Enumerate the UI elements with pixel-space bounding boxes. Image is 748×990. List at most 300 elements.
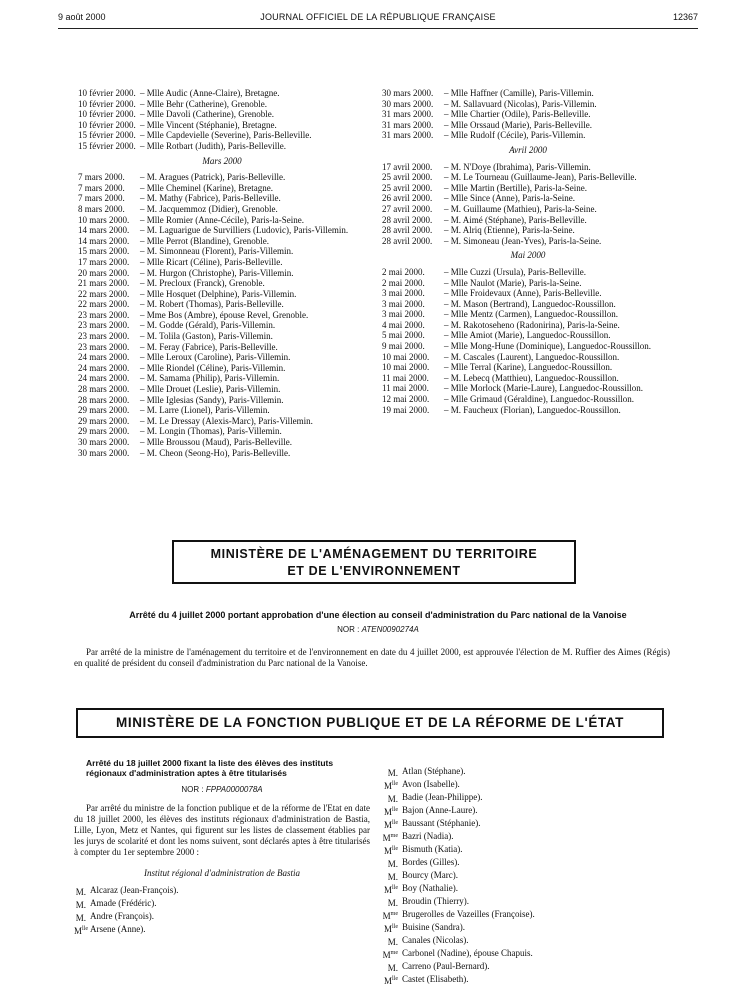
entry-text: – Mlle Rudolf (Cécile), Paris-Villemin. [444,130,586,141]
list-item [78,278,366,289]
civility-base: M. [387,963,398,973]
nor-label: NOR : [337,625,362,634]
name-item [382,961,672,974]
list-item [382,204,674,215]
entry-text: – M. Sallavuard (Nicolas), Paris-Villemin. [444,98,597,109]
list-item [78,448,366,459]
civility [382,766,402,779]
person-name: Atlan (Stéphane). [402,766,466,776]
civility-base: M [383,781,392,791]
name-item [74,898,370,911]
list-item [382,362,674,373]
entry-date: 26 avril 2000. [382,193,433,204]
civility-base: M. [75,900,86,910]
entry-text: – Mlle Broussou (Maud), Paris-Belleville. [140,437,292,447]
person-name: Broudin (Thierry). [402,896,469,906]
entry-date: 23 mars 2000. [78,341,130,352]
list-item [382,120,674,131]
entry-text: – M. Mason (Bertrand), Languedoc-Roussillon. [444,298,616,309]
list-item [78,99,366,110]
list-item [382,88,674,99]
list-item [78,183,366,194]
list-item [78,373,366,384]
entry-text: – Mlle Haffner (Camille), Paris-Villemin. [444,88,594,98]
entry-text: – M. Cascales (Laurent), Languedoc-Roussillon. [444,351,620,362]
civility-suffix: lle [392,820,398,826]
entry-date: 29 mars 2000. [78,426,130,437]
person-name: Carbonel (Nadine), épouse Chapuis. [402,948,533,958]
entry-date: 31 mars 2000. [382,119,434,130]
list-item [78,299,366,310]
entry-date: 28 avril 2000. [382,235,433,246]
entry-text: – Mlle Chartier (Odile), Paris-Belleville. [444,109,591,120]
ministry-heading-line1: MINISTÈRE DE L'AMÉNAGEMENT DU TERRITOIRE [210,547,538,561]
entry-date: 22 mars 2000. [78,288,130,299]
civility [382,948,402,961]
civility [382,961,402,974]
person-name: Buisine (Sandra). [402,922,465,932]
name-list-left [74,885,370,937]
list-item [78,225,366,236]
name-item [382,779,672,792]
institute-heading: Institut régional d'administration de Bastia [144,868,300,878]
page-header [58,12,698,26]
list-item [382,215,674,226]
civility [382,883,402,896]
entry-date: 3 mai 2000. [382,298,425,309]
civility [382,974,402,987]
entry-date: 28 avril 2000. [382,225,433,236]
entry-date: 24 mars 2000. [78,362,130,373]
entry-text: – Mlle Romier (Anne-Cécile), Paris-la-Seine. [140,214,304,225]
civility-base: M. [387,872,398,882]
list-item [382,309,674,320]
civility [382,831,402,844]
list-item [382,225,674,236]
civility [382,870,402,883]
entry-date: 21 mars 2000. [78,278,130,289]
entry-text: – Mlle Riondel (Céline), Paris-Villemin. [140,362,286,373]
name-item [382,909,672,922]
left-column [78,88,366,458]
list-item [78,246,366,257]
civility-base: M [382,950,391,960]
entry-text: – M. Mathy (Fabrice), Paris-Belleville. [140,193,281,204]
civility-suffix: me [390,950,398,956]
list-item [382,130,674,141]
civility-base: M [383,846,392,856]
name-item [382,935,672,948]
entry-date: 29 mars 2000. [78,405,130,416]
entry-text: – M. Guillaume (Mathieu), Paris-la-Seine. [444,203,597,214]
person-name: Castet (Elisabeth). [402,974,469,984]
entry-text: – M. Longin (Thomas), Paris-Villemin. [140,426,282,437]
entry-text: – M. Godde (Gérald), Paris-Villemin. [140,320,276,331]
list-item [78,193,366,204]
entry-date: 30 mars 2000. [382,88,434,98]
civility-suffix: lle [392,807,398,813]
right-column [382,88,674,415]
entry-text: – M. Larre (Lionel), Paris-Villemin. [140,405,270,416]
entry-date: 2 mai 2000. [382,277,425,288]
list-item [382,341,674,352]
list-item [382,236,674,247]
nor-reference [74,784,370,795]
entry-date: 24 mars 2000. [78,373,130,384]
list-item [78,236,366,247]
civility [382,896,402,909]
entry-text: – Mlle Vincent (Stéphanie), Bretagne. [140,119,277,130]
entry-text: – M. N'Doye (Ibrahima), Paris-Villemin. [444,161,591,172]
list-item [382,278,674,289]
list-item [78,130,366,141]
list-item [382,373,674,384]
entry-text: – M. Alriq (Etienne), Paris-la-Seine. [444,225,575,236]
person-name: Andre (François). [90,911,154,921]
civility [74,911,90,924]
entry-text: – Mlle Cuzzi (Ursula), Paris-Belleville. [444,266,586,277]
header-rule [58,28,698,29]
name-item [382,870,672,883]
list-item [78,268,366,279]
list-item [78,426,366,437]
civility-base: M. [75,913,86,923]
entry-date: 19 mai 2000. [382,404,430,415]
list-item [382,99,674,110]
entry-text: – Mlle Mong-Hune (Dominique), Languedoc-Roussillon. [444,341,651,352]
list-item [78,215,366,226]
entry-text: – Mlle Cheminel (Karine), Bretagne. [140,182,273,193]
person-name: Arsene (Anne). [90,924,146,934]
list-item [78,120,366,131]
entry-text: – Mlle Amiot (Marie), Languedoc-Roussillon. [444,330,611,341]
civility [382,844,402,857]
name-item [74,885,370,898]
entry-text: – M. Simonneau (Florent), Paris-Villemin. [140,246,294,257]
civility-suffix: lle [392,781,398,787]
list-item [78,172,366,183]
name-item [382,948,672,961]
entry-date: 20 mars 2000. [78,267,130,278]
person-name: Alcaraz (Jean-François). [90,885,179,895]
entry-text: – M. Robert (Thomas), Paris-Belleville. [140,299,284,310]
entry-date: 23 mars 2000. [78,309,130,320]
entry-text: – Mlle Drouet (Leslie), Paris-Villemin. [140,384,281,395]
list-item [382,183,674,194]
list-item [78,109,366,120]
entry-date: 2 mai 2000. [382,266,425,277]
person-name: Bajon (Anne-Laure). [402,805,478,815]
entry-date: 31 mars 2000. [382,109,434,120]
month-heading: Mai 2000 [510,250,546,261]
list-item [78,352,366,363]
entry-text: – Mlle Capdevielle (Severine), Paris-Belleville. [140,130,312,141]
name-item [382,844,672,857]
person-name: Amade (Frédéric). [90,898,157,908]
entry-text: – Mlle Naulot (Marie), Paris-la-Seine. [444,277,582,288]
entry-date: 25 avril 2000. [382,172,433,183]
nor-code: FPPA0000078A [205,785,263,794]
entry-text: – Mlle Leroux (Caroline), Paris-Villemin. [140,352,291,363]
person-name: Bismuth (Katia). [402,844,463,854]
entry-date: 7 mars 2000. [78,182,125,193]
entry-date: 17 avril 2000. [382,161,433,172]
name-list-right [382,766,672,987]
person-name: Avon (Isabelle). [402,779,460,789]
civility [382,857,402,870]
entry-text: – Mme Bos (Ambre), épouse Revel, Grenoble. [140,309,309,320]
entry-text: – M. Rakotoseheno (Radonirina), Paris-la-Seine. [444,319,620,330]
name-item [382,883,672,896]
civility-base: M [383,820,392,830]
civility-base: M [383,885,392,895]
entry-date: 29 mars 2000. [78,415,130,426]
entry-text: – Mlle Morlock (Marie-Laure), Languedoc-Roussillon. [444,383,643,394]
civility [382,909,402,922]
entry-text: – Mlle Since (Anne), Paris-la-Seine. [444,193,575,204]
name-item [74,911,370,924]
civility-suffix: me [390,911,398,917]
entry-text: – Mlle Hosquet (Delphine), Paris-Villemin. [140,288,297,299]
civility-base: M [383,924,392,934]
name-item [382,857,672,870]
list-item [78,405,366,416]
list-item [78,141,366,152]
civility-base: M [383,807,392,817]
civility-base: M. [387,859,398,869]
list-item [78,437,366,448]
entry-date: 28 avril 2000. [382,214,433,225]
entry-text: – M. Laguarigue de Survilliers (Ludovic), Paris-Villemin. [140,225,349,236]
issue-date: 9 août 2000 [58,12,106,22]
entry-text: – Mlle Mentz (Carmen), Languedoc-Roussillon. [444,309,618,320]
list-item [78,204,366,215]
list-item [382,352,674,363]
person-name: Bordes (Gilles). [402,857,460,867]
list-item [78,395,366,406]
nor-code: ATEN0090274A [361,625,419,634]
civility-base: M [74,926,83,936]
entry-text: – M. Jacquemmoz (Didier), Grenoble. [140,203,278,214]
list-item [78,320,366,331]
entry-text: – Mlle Froidevaux (Anne), Paris-Belleville. [444,288,602,299]
civility [74,924,90,937]
civility-base: M. [387,794,398,804]
civility-base: M. [387,768,398,778]
entry-date: 28 mars 2000. [78,394,130,405]
entry-date: 25 avril 2000. [382,182,433,193]
person-name: Canales (Nicolas). [402,935,469,945]
civility-base: M. [387,898,398,908]
civility-suffix: lle [392,885,398,891]
entry-text: – M. Le Dressay (Alexis-Marc), Paris-Villemin. [140,415,313,426]
entry-date: 12 mai 2000. [382,394,430,405]
name-item [382,805,672,818]
civility [74,885,90,898]
entry-date: 11 mai 2000. [382,372,429,383]
entry-text: – M. Samama (Philip), Paris-Villemin. [140,373,280,384]
person-name: Baussant (Stéphanie). [402,818,481,828]
ministry-heading-environment [172,540,576,584]
page-number: 12367 [672,12,698,22]
entry-date: 22 mars 2000. [78,299,130,310]
civility [382,935,402,948]
month-heading: Mars 2000 [202,155,242,166]
entry-date: 23 mars 2000. [78,331,130,342]
list-item [382,267,674,278]
civility-base: M [383,976,392,986]
entry-text: – Mlle Iglesias (Sandy), Paris-Villemin. [140,394,284,405]
entry-date: 23 mars 2000. [78,320,130,331]
entry-date: 3 mai 2000. [382,309,425,320]
list-item [382,109,674,120]
entry-date: 10 février 2000. [78,109,136,120]
entry-date: 4 mai 2000. [382,319,425,330]
arrete-text-ira: Par arrêté du ministre de la fonction publique et de la réforme de l'Etat en date du 18 juillet 2000, les élèves des instituts régionaux d'administration de Bastia, Lille, Lyon, Metz et Nantes, qui figurent sur les listes de classement établies par les jurys de scolarité et dont les noms suivent, sont déclarés aptes à être titularisés à compter du 1er septembre 2000 : [74,803,370,857]
entry-date: 11 mai 2000. [382,383,429,394]
name-item [382,831,672,844]
arrete-text-vanoise: Par arrêté de la ministre de l'aménagement du territoire et de l'environnement en date du 4 juillet 2000, est approuvée l'élection de M. Ruffier des Aimes (Régis) en qualité de président du conseil d'administration du Parc national de la Vanoise. [74,647,670,668]
list-item [382,193,674,204]
civility [382,779,402,792]
civility-base: M [382,833,391,843]
name-item [74,924,370,937]
entry-text: – M. Feray (Fabrice), Paris-Belleville. [140,341,278,352]
person-name: Bazri (Nadia). [402,831,454,841]
entry-date: 14 mars 2000. [78,225,130,236]
entry-date: 10 mars 2000. [78,214,130,225]
entry-text: – Mlle Perrot (Blandine), Grenoble. [140,235,269,246]
list-item [78,310,366,321]
civility [74,898,90,911]
ministry-heading-fonction-publique: MINISTÈRE DE LA FONCTION PUBLIQUE ET DE LA RÉFORME DE L'ÉTAT [76,708,664,738]
entry-text: – M. Hurgon (Christophe), Paris-Villemin. [140,267,294,278]
nor-reference [58,625,698,634]
entry-date: 30 mars 2000. [78,447,130,458]
arrete-title-ira: Arrêté du 18 juillet 2000 fixant la liste des élèves des instituts régionaux d'administration aptes à être titularisés [86,758,334,778]
entry-text: – M. Le Tourneau (Guillaume-Jean), Paris-Belleville. [444,172,637,183]
name-item [382,792,672,805]
entry-text: – Mlle Martin (Bertille), Paris-la-Seine. [444,182,587,193]
civility-suffix: me [390,833,398,839]
entry-text: – M. Tolila (Gaston), Paris-Villemin. [140,331,273,342]
list-item [78,416,366,427]
name-item [382,766,672,779]
list-item [78,88,366,99]
nor-label: NOR : [181,785,206,794]
civility [382,792,402,805]
civility-suffix: lle [392,924,398,930]
entry-text: – Mlle Orssaud (Marie), Paris-Belleville. [444,119,592,130]
civility-base: M [382,911,391,921]
entry-text: – Mlle Rotbart (Judith), Paris-Belleville. [140,140,286,151]
name-item [382,922,672,935]
person-name: Brugerolles de Vazeilles (Françoise). [402,909,535,919]
person-name: Boy (Nathalie). [402,883,458,893]
entry-date: 17 mars 2000. [78,256,130,267]
arrete-title-vanoise: Arrêté du 4 juillet 2000 portant approbation d'une élection au conseil d'administration du Parc national de la Vanoise [129,610,627,620]
name-item [382,896,672,909]
list-item [382,405,674,416]
entry-text: – Mlle Ricart (Céline), Paris-Belleville. [140,256,283,267]
list-item [78,384,366,395]
entry-text: – M. Precloux (Franck), Grenoble. [140,278,265,289]
civility [382,922,402,935]
entry-date: 15 février 2000. [78,130,136,141]
list-item [382,299,674,310]
month-heading: Avril 2000 [509,144,547,155]
entry-date: 10 février 2000. [78,119,136,130]
civility [382,818,402,831]
name-item [382,818,672,831]
entry-date: 7 mars 2000. [78,172,125,183]
list-item [382,172,674,183]
person-name: Carreno (Paul-Bernard). [402,961,490,971]
person-name: Badie (Jean-Philippe). [402,792,483,802]
entry-date: 10 mai 2000. [382,351,430,362]
entry-date: 3 mai 2000. [382,288,425,299]
list-item [78,289,366,300]
entry-date: 15 février 2000. [78,140,136,151]
list-item [382,288,674,299]
entry-date: 30 mars 2000. [382,98,434,109]
entry-date: 14 mars 2000. [78,235,130,246]
entry-text: – Mlle Terral (Karine), Languedoc-Roussillon. [444,362,613,373]
entry-text: – M. Aimé (Stéphane), Paris-Belleville. [444,214,587,225]
entry-date: 8 mars 2000. [78,203,125,214]
entry-date: 31 mars 2000. [382,130,434,141]
entry-text: – M. Aragues (Patrick), Paris-Belleville. [140,172,286,183]
entry-date: 10 février 2000. [78,88,136,98]
entry-date: 15 mars 2000. [78,246,130,257]
entry-date: 10 février 2000. [78,98,136,109]
ministry-heading-line2: ET DE L'ENVIRONNEMENT [287,564,461,578]
entry-text: – Mlle Behr (Catherine), Grenoble. [140,98,267,109]
entry-date: 27 avril 2000. [382,203,433,214]
civility-base: M. [75,887,86,897]
entry-text: – M. Cheon (Seong-Ho), Paris-Belleville. [140,447,291,458]
entry-date: 30 mars 2000. [78,437,130,447]
list-item [78,342,366,353]
arrete-block-ira [74,758,370,937]
entry-text: – Mlle Davoli (Catherine), Grenoble. [140,109,274,120]
civility-base: M. [387,937,398,947]
entry-date: 5 mai 2000. [382,330,425,341]
list-item [382,330,674,341]
entry-date: 28 mars 2000. [78,384,130,395]
entry-text: – Mlle Audic (Anne-Claire), Bretagne. [140,88,280,98]
list-item [382,162,674,173]
entry-text: – M. Faucheux (Florian), Languedoc-Roussillon. [444,404,621,415]
civility [382,805,402,818]
list-item [78,257,366,268]
list-item [78,363,366,374]
civility-suffix: lle [82,926,89,932]
list-item [382,320,674,331]
list-item [78,331,366,342]
list-item [382,394,674,405]
entry-text: – M. Lebecq (Matthieu), Languedoc-Roussillon. [444,372,619,383]
person-name: Bourcy (Marc). [402,870,458,880]
entry-date: 24 mars 2000. [78,352,130,363]
civility-suffix: lle [392,846,398,852]
journal-title: JOURNAL OFFICIEL DE LA RÉPUBLIQUE FRANÇAISE [260,12,496,22]
entry-date: 7 mars 2000. [78,193,125,204]
entry-text: – Mlle Grimaud (Géraldine), Languedoc-Roussillon. [444,394,634,405]
entry-date: 10 mai 2000. [382,362,430,373]
civility-suffix: lle [392,976,398,982]
list-item [382,383,674,394]
